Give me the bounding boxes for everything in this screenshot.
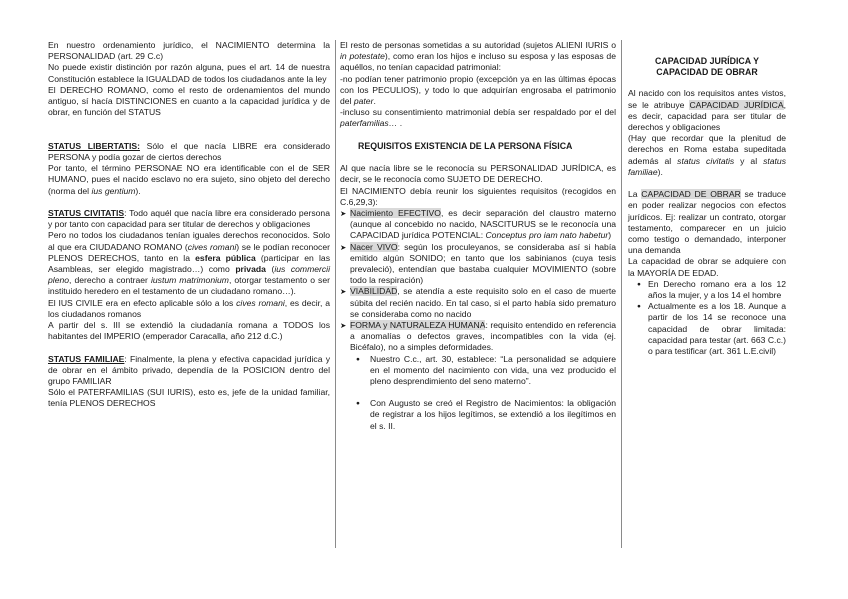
paragraph: Al nacido con los requisitos antes vistos, se le atribuye CAPACIDAD JURÍDICA, es decir, capacidad para ser titular de derechos y obligaciones — [628, 88, 786, 133]
column-divider — [621, 40, 622, 548]
paragraph: Sólo el PATERFAMILIAS (SUI IURIS), esto es, jefe de la unidad familiar, tenía PLENOS DERECHOS — [48, 387, 330, 409]
sub-list — [340, 354, 616, 432]
column-capacidad — [628, 56, 786, 357]
status-civitatis-heading: STATUS CIVITATIS — [48, 208, 125, 218]
list-item: ➤ FORMA y NATURALEZA HUMANA: requisito entendido en referencia a anomalías o defectos graves, incompatibles con la vida (ej. Bicéfalo), no a simples deformidades. — [340, 320, 616, 354]
paragraph: Pero no todos los ciudadanos tenían iguales derechos reconocidos. Solo al que era CIUDADANO ROMANO (cives romani) se le podían reconocer PLENOS DERECHOS, tanto en la esfera pública (participar en las Asambleas, ser elegido magistrado…) como privada (ius commercii pleno, derecho a contraer iustum matrimonium, otorgar testamento o ser instituido heredero en el testamento de un ciudadano romano…). — [48, 230, 331, 297]
paragraph: -incluso su consentimiento matrimonial debía ser respaldado por el del paterfamilias… . — [340, 107, 616, 129]
status-familiae-section: STATUS FAMILIAE: Finalmente, la plena y efectiva capacidad jurídica y de obrar en el ámbito privado, dependía de la POSICION dentro del grupo FAMILIAR — [48, 353, 330, 387]
list-item: ● Con Augusto se creó el Registro de Nacimientos: la obligación de registrar a los hijos legítimos, se extendió a los ilegítimos en el s. II. — [370, 398, 616, 432]
paragraph: -no podían tener patrimonio propio (excepción ya en las últimas épocas con los PECULIOS), y todo lo que adquirían engrosaba el patrimonio del pater. — [340, 73, 616, 107]
column-requisitos — [340, 40, 616, 432]
paragraph: La capacidad de obrar se adquiere con la MAYORÍA DE EDAD. — [628, 256, 786, 278]
list-item: ● Actualmente es a los 18. Aunque a partir de los 14 se reconoce una capacidad de obrar limitada: capacidad para testar (art. 663 C.c.) o para testificar (art. 361 L.E.civil) — [648, 301, 786, 357]
requirements-list — [340, 208, 616, 354]
list-item: ➤ Nacimiento EFECTIVO, es decir separación del claustro materno (aunque al concebido no nacido, NASCITURUS se le reconocía una CAPACIDAD jurídica POTENCIAL: Conceptus pro iam nato habetur) — [340, 208, 616, 242]
section-title: CAPACIDAD JURÍDICA Y CAPACIDAD DE OBRAR — [655, 56, 759, 78]
list-item: ● En Derecho romano era a los 12 años la mujer, y a los 14 el hombre — [648, 279, 786, 301]
list-item: ➤ Nacer VIVO: según los proculeyanos, se consideraba así si había emitido algún SONIDO; en tanto que los sabinianos (cuya tesis prevaleció), entendían que bastaba cualquier MOVIMIENTO (sobre todo la respiración) — [340, 242, 616, 287]
paragraph: Por tanto, el término PERSONAE NO era identificable con el de SER HUMANO, pues el nacido esclavo no era sujeto, sino objeto del derecho (norma del ius gentium). — [48, 163, 330, 196]
status-libertatis-heading: STATUS LIBERTATIS: — [48, 140, 140, 151]
list-item: ● Nuestro C.c., art. 30, establece: “La personalidad se adquiere en el momento del nacimiento con vida, una vez producido el pleno desprendimiento del seno materno”. — [370, 354, 616, 388]
status-civitatis-section: STATUS CIVITATIS: Todo aquél que nacía libre era considerado persona y por tanto con capacidad para ser titular de derechos y obligaciones — [48, 208, 330, 230]
age-list — [628, 279, 786, 357]
paragraph: El DERECHO ROMANO, como el resto de ordenamientos del mundo antiguo, sí hacía DISTINCIONES en cuanto a la capacidad jurídica y de obrar, en función del STATUS — [48, 84, 330, 118]
paragraph: Al que nacía libre se le reconocía su PERSONALIDAD JURÍDICA, es decir, se le reconocía como SUJETO DE DERECHO. — [340, 163, 616, 185]
paragraph: No puede existir distinción por razón alguna, pues el art. 14 de nuestra Constitución establece la IGUALDAD de todos los ciudadanos ante la ley — [48, 62, 330, 84]
paragraph: A partir del s. III se extendió la ciudadanía romana a TODOS los habitantes del IMPERIO (emperador Caracalla, año 212 d.C.) — [48, 320, 330, 342]
paragraph: La CAPACIDAD DE OBRAR se traduce en poder realizar negocios con efectos jurídicos. Ej: realizar un contrato, otorgar testamento, comparecer en un juicio como testigo o demandado, interponer una demanda — [628, 189, 786, 256]
section-title: REQUISITOS EXISTENCIA DE LA PERSONA FÍSICA — [358, 140, 573, 151]
paragraph: El IUS CIVILE era en efecto aplicable sólo a los cives romani, es decir, a los ciudadanos romanos — [48, 297, 330, 319]
column-status — [48, 40, 330, 410]
list-item: ➤ VIABILIDAD, se atendía a este requisito solo en el caso de muerte súbita del recién nacido. En tal caso, si el parto había sido prematuro se consideraba como no nacido — [340, 286, 616, 320]
paragraph: El NACIMIENTO debía reunir los siguientes requisitos (recogidos en C.6,29,3): — [340, 185, 616, 207]
status-libertatis-section: STATUS LIBERTATIS: Sólo el que nacía LIBRE era considerado PERSONA y podía gozar de ciertos derechos — [48, 140, 330, 162]
paragraph: En nuestro ordenamiento jurídico, el NACIMIENTO determina la PERSONALIDAD (art. 29 C.c) — [48, 40, 330, 62]
status-familiae-heading: STATUS FAMILIAE — [48, 353, 125, 364]
paragraph: (Hay que recordar que la plenitud de derechos en Roma estaba supeditada además al status civitatis y al status familiae). — [628, 133, 786, 177]
column-divider — [335, 40, 336, 548]
paragraph: El resto de personas sometidas a su autoridad (sujetos ALIENI IURIS o in potestate), como eran los hijos e incluso su esposa y las esposas de aquéllos, no tenían capacidad patrimonial: — [340, 40, 616, 73]
